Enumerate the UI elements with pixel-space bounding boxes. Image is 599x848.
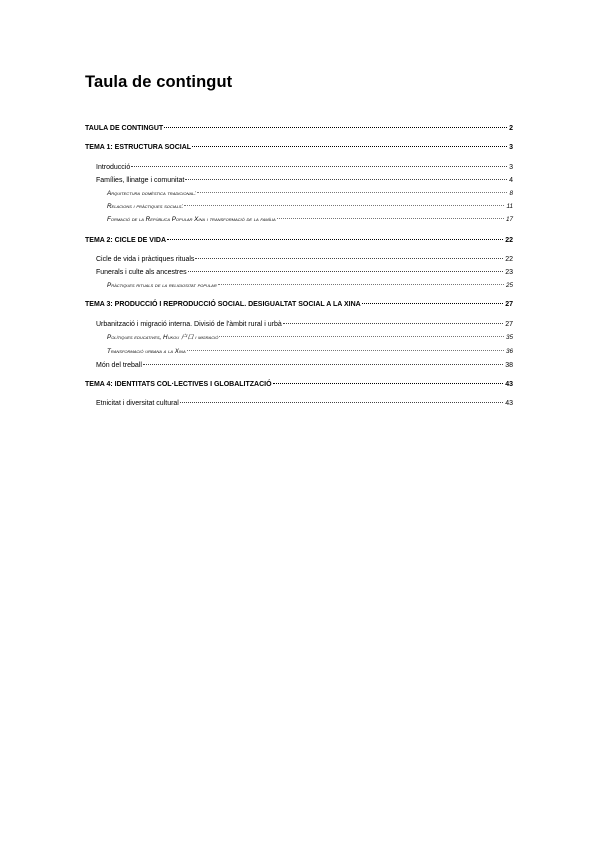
toc-entry-label: Cicle de vida i pràctiques rituals <box>96 256 195 263</box>
dot-leader <box>195 258 503 259</box>
toc-entry-label: Urbanització i migració interna. Divisió de l'àmbit rural i urbà <box>96 321 282 328</box>
toc-entry[interactable] <box>96 268 513 277</box>
dot-leader <box>273 383 504 384</box>
toc-entry-label: TAULA DE CONTINGUT <box>85 125 164 132</box>
toc-entry-label: Introducció <box>96 164 131 171</box>
dot-leader <box>362 303 503 304</box>
toc-entry-page: 27 <box>505 301 513 308</box>
dot-leader <box>143 364 503 365</box>
toc-entry-page: 43 <box>505 400 513 407</box>
toc-entry-page: 4 <box>509 177 513 184</box>
toc-entry-page: 27 <box>505 321 513 328</box>
toc-entry[interactable] <box>107 202 513 211</box>
toc-entry-page: 17 <box>505 216 513 223</box>
toc-entry-page: 2 <box>509 125 513 132</box>
toc-entry-label: TEMA 3: PRODUCCIÓ I REPRODUCCIÓ SOCIAL. DESIGUALTAT SOCIAL A LA XINA <box>85 301 361 308</box>
dot-leader <box>131 166 507 167</box>
toc-entry[interactable] <box>96 320 513 329</box>
dot-leader <box>283 323 503 324</box>
toc-entry[interactable] <box>107 281 513 290</box>
toc-entry-label: TEMA 1: ESTRUCTURA SOCIAL <box>85 144 192 151</box>
toc-entry-page: 36 <box>505 348 513 355</box>
toc-entry-label: TEMA 4: IDENTITATS COL·LECTIVES I GLOBALITZACIÓ <box>85 381 272 388</box>
toc-entry[interactable] <box>107 333 513 342</box>
toc-entry[interactable] <box>85 380 513 389</box>
toc-entry[interactable] <box>85 124 513 133</box>
toc-entry[interactable] <box>96 399 513 408</box>
dot-leader <box>164 127 507 128</box>
toc-entry-label: Relacions i pràctiques socials: <box>107 203 184 210</box>
toc-entry-label: Formació de la República Popular Xina i transformació de la família <box>107 216 276 223</box>
toc-entry-label: Arquitectura domèstica tradicional: <box>107 190 197 197</box>
dot-leader <box>218 284 504 285</box>
toc-entry-label: Món del treball <box>96 362 142 369</box>
dot-leader <box>188 271 504 272</box>
dot-leader <box>185 179 507 180</box>
dot-leader <box>277 218 504 219</box>
toc-entry-label: Etnicitat i diversitat cultural <box>96 400 179 407</box>
dot-leader <box>187 350 504 351</box>
toc-entry-page: 35 <box>505 334 513 341</box>
toc-entry-page: 43 <box>505 381 513 388</box>
toc-entry[interactable] <box>85 143 513 152</box>
dot-leader <box>167 239 503 240</box>
toc-entry-page: 23 <box>505 269 513 276</box>
toc-entry[interactable] <box>96 176 513 185</box>
toc-entry-label: Transformació urbana a la Xina <box>107 348 186 355</box>
dot-leader <box>184 205 504 206</box>
toc-entry[interactable] <box>107 347 513 356</box>
toc-entry-page: 22 <box>505 256 513 263</box>
dot-leader <box>197 192 507 193</box>
toc-entry[interactable] <box>85 236 513 245</box>
toc-entry[interactable] <box>85 300 513 309</box>
toc-entry[interactable] <box>96 361 513 370</box>
toc-entry[interactable] <box>107 189 513 198</box>
toc-entry-label: Pràctiques rituals de la religiositat popular <box>107 282 217 289</box>
dot-leader <box>180 402 503 403</box>
toc-entry-page: 22 <box>505 237 513 244</box>
toc-entry-label: Funerals i culte als ancestres <box>96 269 187 276</box>
toc-entry-page: 3 <box>509 164 513 171</box>
toc-entry-label: Famílies, llinatge i comunitat <box>96 177 185 184</box>
toc-entry-page: 11 <box>506 203 513 210</box>
toc-entry-page: 3 <box>509 144 513 151</box>
toc-entry-page: 38 <box>505 362 513 369</box>
toc-entry-label: Polítiques educatives, Hukou 户口 i migració <box>107 334 219 341</box>
toc-entry[interactable] <box>96 255 513 264</box>
toc-entry[interactable] <box>96 163 513 172</box>
toc-entry-label: TEMA 2: CICLE DE VIDA <box>85 237 167 244</box>
page-title: Taula de contingut <box>85 73 233 91</box>
dot-leader <box>219 336 504 337</box>
dot-leader <box>192 146 507 147</box>
toc-entry-page: 25 <box>505 282 513 289</box>
toc-entry[interactable] <box>107 215 513 224</box>
toc-entry-page: 8 <box>509 190 513 197</box>
